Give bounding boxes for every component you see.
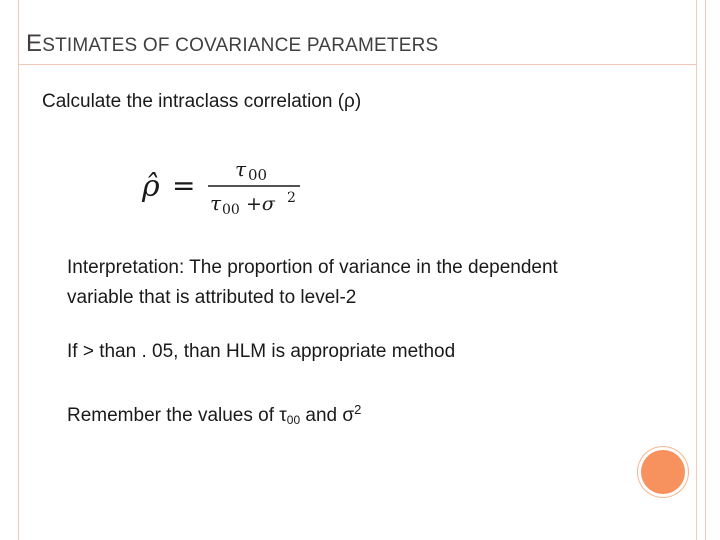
formula-numerator-sub: 00 xyxy=(248,166,268,184)
right-border-line-inner xyxy=(696,0,697,540)
remember-prefix: Remember the values of τ xyxy=(67,405,287,426)
formula-denominator-sup: 2 xyxy=(287,190,296,206)
left-border-line xyxy=(18,0,19,540)
formula-numerator-tau: τ xyxy=(235,157,247,181)
formula-denominator-plus-sigma: +σ xyxy=(246,193,275,215)
threshold-text: If > than . 05, than HLM is appropriate method xyxy=(67,341,456,362)
icc-formula xyxy=(140,152,310,222)
title-rest: STIMATES OF COVARIANCE PARAMETERS xyxy=(42,35,439,56)
remember-tau-sub: 00 xyxy=(286,413,301,427)
remember-text xyxy=(67,395,361,435)
formula-lhs: ρ̂ xyxy=(142,169,160,204)
formula-denominator-sub: 00 xyxy=(222,202,240,218)
right-border-line-outer xyxy=(705,0,706,540)
bullet-calculate-icc: Calculate the intraclass correlation (ρ) xyxy=(42,91,362,112)
formula-denominator-tau: τ xyxy=(210,191,222,215)
decorative-circle xyxy=(641,450,685,494)
remember-mid: and σ xyxy=(300,405,355,426)
interpretation-text: Interpretation: The proportion of variance in the dependent variable that is attributed to level-2 xyxy=(67,257,558,308)
formula-equals: = xyxy=(172,169,196,202)
title-first-letter: E xyxy=(26,30,43,57)
slide-title xyxy=(26,30,438,58)
remember-sigma-sup: 2 xyxy=(354,402,362,417)
title-underline xyxy=(18,64,696,65)
